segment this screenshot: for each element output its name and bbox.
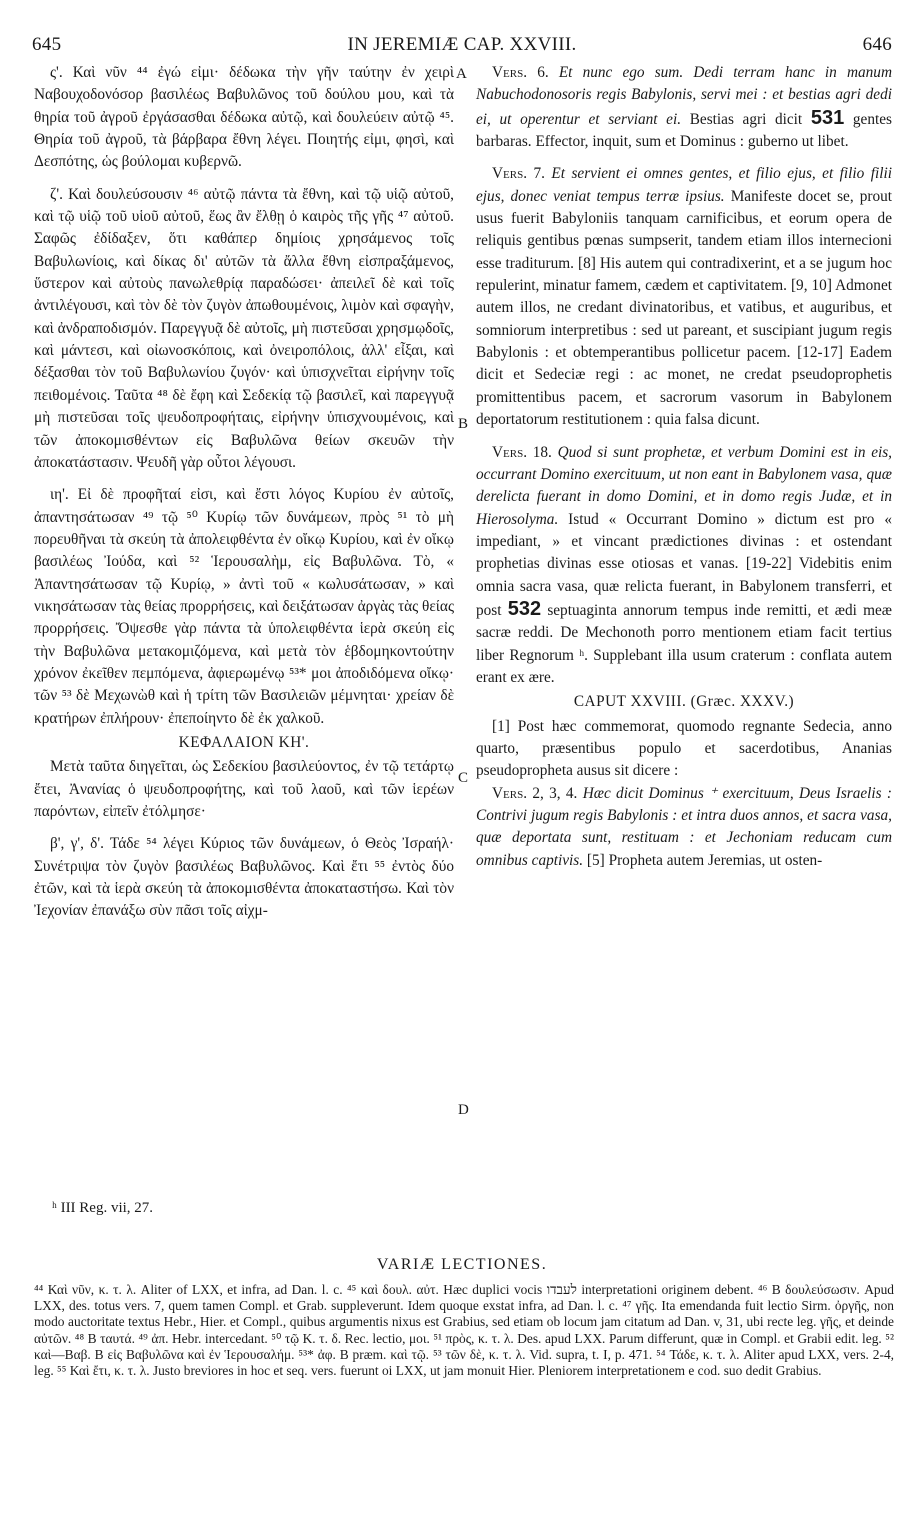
- greek-chapter-heading: ΚΕΦΑΛΑΙΟΝ ΚΗ'.: [178, 733, 310, 751]
- greek-column: [34, 62, 454, 923]
- latin-chapter-intro: [1] Post hæc commemorat, quomodo regnante Sedecia, anno quarto, præsentibus populo et sacerdotibus, Ananias pseudopropheta ausus sit dicere :: [476, 717, 892, 780]
- verse-text: Et servient ei omnes gentes, et filio ejus, et filio filii ejus, donec veniat tempus terræ ipsius.: [476, 165, 892, 205]
- latin-verse-7: [476, 163, 892, 431]
- migne-column-number: 532: [507, 597, 542, 620]
- verse-text: Quod si sunt prophetæ, et verbum Domini est in eis, occurrant Domino exercituum, ut non eant in Babylonem vasa, quæ derelicta fuerant in domo Domini, et in domo regis Judæ, et in Hierosolyma.: [476, 443, 893, 528]
- verse-label: Vers. 2, 3, 4.: [492, 784, 578, 802]
- page-number-left: 645: [32, 34, 62, 55]
- greek-verse-6: ς'. Καὶ νῦν ⁴⁴ ἐγώ εἰμι· δέδωκα τὴν γῆν ταύτην ἐν χειρὶ Ναβουχοδονόσορ βασιλέως Βαβυλῶνος τοῦ δούλου μου, καὶ τὰ θηρία τοῦ ἀγροῦ ἐργάσασθαι δέδωκα αὐτῷ, καὶ δουλεύειν αὐτῷ ⁴⁵. Θηρία τοῦ ἀγροῦ, τὰ βάρβαρα ἔθνη λέγει. Ποιητής εἰμι, φησὶ, καὶ Δεσπότης, ὡς βούλομαι κυβερνῶ.: [34, 64, 454, 171]
- commentary-text: Istud « Occurrant Domino » dictum est pro « impediant, » et vincant prædictiones divinas : et ostendant prophetias divinas esse otiosas et vanas. [19-22] Videbitis enim omnia sacra vasa, quæ relicta fuerant, in Babylonem transferri, et post: [476, 510, 892, 619]
- greek-chapter-intro: Μετὰ ταῦτα διηγεῖται, ὡς Σεδεκίου βασιλεύοντος, ἐν τῷ τετάρτῳ ἔτει, Ἀνανίας ὁ ψευδοπροφήτης, καὶ τοῦ λαοῦ, καὶ τῶν ἱερέων παρόντων, εἰπεῖν ἐτόλμησε·: [34, 758, 454, 820]
- commentary-text: [5] Propheta autem Jeremias, ut osten-: [586, 851, 823, 869]
- latin-column: [476, 62, 892, 872]
- margin-marker-a: A: [456, 66, 467, 82]
- greek-verse-7: ζ'. Καὶ δουλεύσουσιν ⁴⁶ αὐτῷ πάντα τὰ ἔθνη, καὶ τῷ υἱῷ αὐτοῦ, καὶ τῷ υἱῷ τοῦ υἱοῦ αὐτοῦ, ἕως ἂν ἔλθῃ ὁ καιρὸς τῆς γῆς ⁴⁷ αὐτοῦ. Σαφῶς ἐδίδαξεν, ὅτι καθάπερ δημίοις χρησάμενος τοῖς Βαβυλωνίοις, καὶ δίκας δι' αὐτῶν τὰ ἄλλα ἔθνη εἰσπραξάμενος, ὕστερον καὶ αὐτοὺς πανωλεθρίᾳ παραδώσει· ἀπειλεῖ δὲ καὶ τοῖς ἀντιλέγουσι, καὶ τὸν δὲ τὸν ζυγὸν ἀπωθουμένοις, λιμὸν καὶ σφαγὴν, καὶ ἀνδραποδισμόν. Παρεγγυᾷ δὲ αὐτοῖς, μὴ πιστεῦσαι χρησμῳδοῖς, καὶ μάντεσι, καὶ οἰωνοσκόποις, καὶ ὀνειροπόλοις, ἀλλ' εἶξαι, καὶ δέξασθαι τὸν τοῦ Βαβυλωνίου ζυγόν· καὶ ὑπισχνεῖται εἰρήνην τοῖς πειθομένοις. Ταῦτα ⁴⁸ δὲ ἔφη καὶ Σεδεκίᾳ τῷ βασιλεῖ, καὶ παρεγγυᾷ μὴ πιστεῦσαι τοῖς ψευδοπροφήταις, εἰρήνην ὑπισχνουμένοις, καὶ τῶν ἀποκομισθέντων εἰς Βαβυλῶνα θείων σκευῶν τὴν ἀποκατάστασιν. Ψευδῆ γὰρ οὗτοι λέγουσι.: [34, 185, 454, 471]
- greek-verses-2-4: β', γ', δ'. Τάδε ⁵⁴ λέγει Κύριος τῶν δυνάμεων, ὁ Θεὸς Ἰσραήλ· Συνέτριψα τὸν ζυγὸν βασιλέως Βαβυλῶνος. Καὶ ἔτι ⁵⁵ ἐντὸς δύο ἐτῶν, καὶ τὰ ἱερὰ σκεύη τὰ ἀποκομισθέντα ἀποκαταστήσω. Καὶ τὸν Ἰεχονίαν ἐπανάξω σὺν πᾶσι τοῖς αἰχμ-: [34, 835, 454, 920]
- variae-lectiones-text: ⁴⁴ Καὶ νῦν, κ. τ. λ. Aliter of LXX, et infra, ad Dan. l. c. ⁴⁵ καὶ δουλ. αὐτ. Hæc duplici vocis לעבדו interpretationi originem debent. ⁴⁶ B δουλεύσωσιν. Apud LXX, des. totus vers. 7, quem tamen Compl. et Grab. suppleverunt. Idem quoque exstat infra, ad Dan. l. c. ⁴⁷ γῆς. Ita emendanda fuit lectio Sirm. ὀργῆς, non modo auctoritate textus Hebr., Hier. et Compl., quibus argumentis nixus est Grabius, sed etiam ob locum jam citatum ad Dan. v, 31, ubi recte leg. γῆς, et deinde αὐτῶν. ⁴⁸ B ταυτά. ⁴⁹ ἀπ. Hebr. intercedant. ⁵⁰ τῷ K. τ. δ. Rec. lectio, μοι. ⁵¹ πρὸς, κ. τ. λ. Des. apud LXX. Parum differunt, quæ in Compl. et Grabii edit. leg. ⁵² καὶ—Βαβ. B εἰς Βαβυλῶνα καὶ ἐν Ἱερουσαλήμ. ⁵³* ἀφ. B præm. καὶ τῷ. ⁵³ τῶν δὲ, κ. τ. λ. Vid. supra, t. I, p. 471. ⁵⁴ Τάδε, κ. τ. λ. Aliter apud LXX, vers. 2-4, leg. ⁵⁵ Καὶ ἔτι, κ. τ. λ. Justo breviores in hoc et seq. vers. fuerunt oi LXX, ut jam monuit Hier. Pleniorem interpretationem e cod. suo dedit Grabius.: [34, 1282, 894, 1379]
- latin-verse-6: [476, 62, 892, 153]
- running-title: IN JEREMIÆ CAP. XXVIII.: [347, 34, 577, 55]
- variae-lectiones-heading: VARIÆ LECTIONES.: [376, 1256, 548, 1273]
- latin-verses-2-4: [476, 783, 892, 872]
- migne-column-number: 531: [810, 106, 845, 129]
- margin-marker-d: D: [458, 1102, 469, 1118]
- latin-verse-18: [476, 442, 892, 690]
- footnote: ʰ III Reg. vii, 27.: [52, 1200, 154, 1216]
- verse-label: Vers. 18.: [492, 443, 552, 461]
- commentary-text: Bestias agri dicit: [689, 110, 803, 128]
- variae-lectiones: [34, 1282, 894, 1379]
- verse-text: Hæc dicit Dominus ⁺ exercituum, Deus Israelis : Contrivi jugum regis Babylonis : et intra duos annos, et sacra vasa, quæ deportata sunt, restituam : et Jechoniam reducam cum omnibus captivis.: [476, 784, 893, 869]
- commentary-text: gentes barbaras. Effector, inquit, sum et Dominus : guberno ut libet.: [476, 110, 892, 151]
- commentary-text: Manifeste docet se, prout usus fuerit Babyloniis tanquam carnificibus, et eorum opera de reliquis gentibus pœnas sumpserit, tandem etiam illos internecioni esse traditurum. [8] His autem qui contradixerint, et a se jugum hoc repulerint, minatur famem, cædem et captivitatem. [9, 10] Admonet autem illos, ne credant divinatoribus, et vatibus, et auguribus, et somniorum interpretibus : sed ut pareant, et suscipiant jugum regis Babylonis : et obtemperantibus pollicetur pacem. [12-17] Eadem dicit et Sedeciæ regi : ac monet, ne credat pseudoprophetis promittentibus pacem, et sacrorum vasorum in Babylonem deportatorum restitutionem : quia falsa dicunt.: [476, 187, 893, 429]
- margin-marker-b: B: [458, 416, 469, 432]
- margin-marker-c: C: [458, 770, 469, 786]
- verse-label: Vers. 7.: [492, 165, 545, 183]
- page-number-right: 646: [862, 34, 892, 55]
- greek-verse-18: ιη'. Εἰ δὲ προφῆταί εἰσι, καὶ ἔστι λόγος Κυρίου ἐν αὐτοῖς, ἀπαντησάτωσαν ⁴⁹ τῷ ⁵⁰ Κυρίῳ τῶν δυνάμεων, πρὸς ⁵¹ τὸ μὴ πορευθῆναι τὰ σκεύη τὰ ἀπολειφθέντα ἐν οἴκῳ Κυρίου, καὶ ἐν οἴκῳ βασιλέως Ἰούδα, καὶ ⁵² Ἱερουσαλὴμ, εἰς Βαβυλῶνα. Τὸ, « Ἀπαντησάτωσαν τῷ Κυρίῳ, » ἀντὶ τοῦ « κωλυσάτωσαν, » καὶ νικησάτωσαν τὰς θείας προρρήσεις, καὶ δειξάτωσαν ἀργὰς τὰς θείας προρρήσεις. Ὄψεσθε γὰρ πάντα τὰ ὑπολειφθέντα ἱερὰ σκεύη εἰς τὴν Βαβυλῶνα μετακομιζόμενα, καὶ μετὰ τὸν ἑβδομηκοντούτην χρόνον ἐκεῖθεν πεμπόμενα, ἀφιερωμένῳ ⁵³* μοι ἀποδιδόμενα οἴκῳ· τῶν ⁵³ δὲ Μεχωνὼθ καὶ ἡ τρίτη τῶν Βασιλειῶν μέμνηται· χρείαν δὲ κρατήρων ἐπλήρουν· ἐπεποίηντο δὲ ἐκ χαλκοῦ.: [34, 486, 454, 727]
- verse-text: Et nunc ego sum. Dedi terram hanc in manum Nabuchodonosoris regis Babylonis, servi mei : et bestias agri dedi ei, ut operentur et serviant ei.: [476, 64, 892, 128]
- verse-label: Vers. 6.: [492, 64, 549, 81]
- latin-chapter-heading: CAPUT XXVIII. (Græc. XXXV.): [573, 693, 795, 711]
- commentary-text: septuaginta annorum tempus inde remitti, et ædi meæ sacræ reddi. De Mechonoth porro mentionem etiam facit tertius liber Regnorum ʰ. Supplebant illa usum craterum : conflata autem erant ex ære.: [476, 601, 892, 686]
- running-header: [32, 34, 892, 56]
